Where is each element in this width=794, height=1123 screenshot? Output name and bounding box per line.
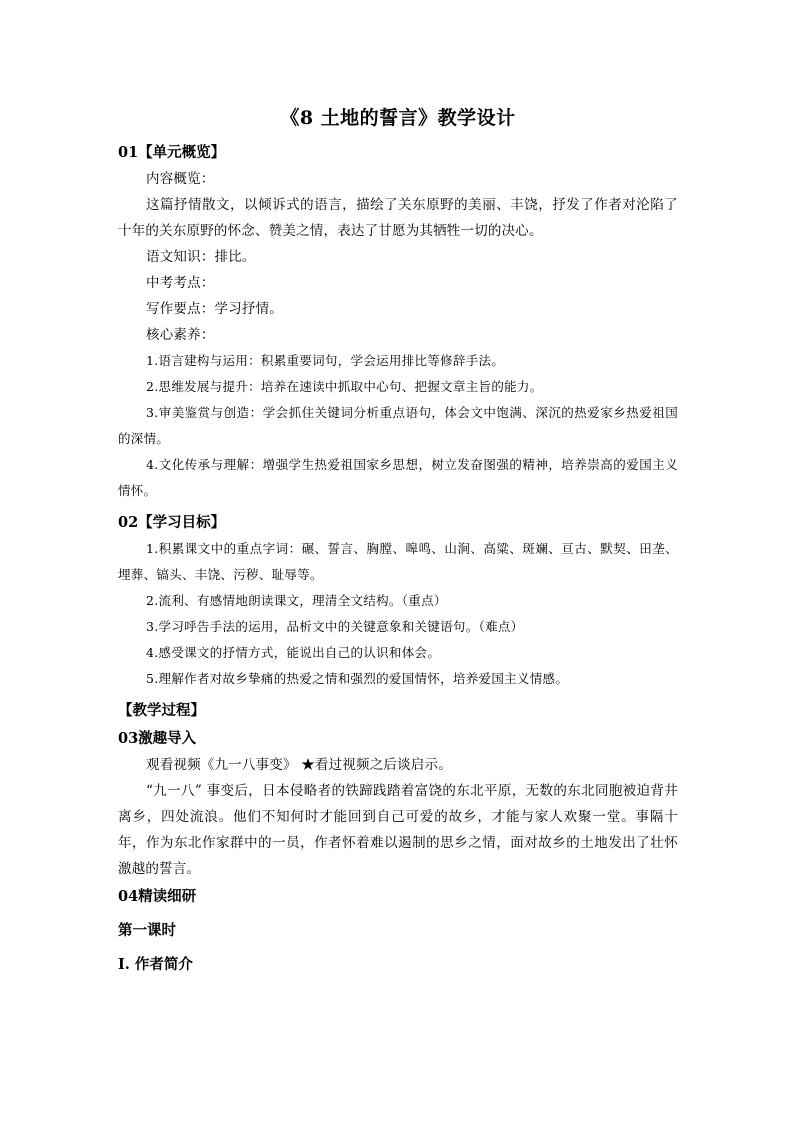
learning-goal-item: 3.学习呼告手法的运用，品析文中的关键意象和关键语句。（难点） [146,619,524,634]
lesson-one-heading: 第一课时 [118,922,176,939]
core-literacy-item: 2.思维发展与提升：培养在速读中抓取中心句、把握文章主旨的能力。 [146,379,543,394]
language-knowledge: 语文知识：排比。 [146,249,256,265]
core-literacy-item: 1.语言建构与运用：积累重要词句，学会运用排比等修辞手法。 [146,353,505,368]
section-heading-teaching-process: 【教学过程】 [118,702,205,719]
learning-goal-item: 1.积累课文中的重点字词：碾、誓言、胸膛、嗥鸣、山涧、高粱、斑斓、亘古、默契、田垄、埋葬、镐头、丰饶、污秽、耻辱等。 [118,541,678,582]
introduction-video-note: 观看视频《九一八事变》 ★看过视频之后谈启示。 [146,757,452,773]
content-text: 这篇抒情散文，以倾诉式的语言，描绘了关东原野的美丽、丰饶，抒发了作者对沦陷了十年的关东原野的怀念、赞美之情，表达了甘愿为其牺牲一切的决心。 [118,197,678,239]
content-label: 内容概览： [146,171,215,187]
author-intro-heading: Ⅰ. 作者简介 [118,956,193,973]
learning-goal-item: 5.理解作者对故乡挚痛的热爱之情和强烈的爱国情怀，培养爱国主义情感。 [146,671,569,686]
section-heading-learning-goals: 02【学习目标】 [118,514,226,531]
document-page [118,104,678,978]
writing-points: 写作要点：学习抒情。 [146,301,283,317]
section-heading-close-reading: 04精读细研 [118,888,197,905]
core-literacy-item: 3.审美鉴赏与创造：学会抓住关键词分析重点语句，体会文中饱满、深沉的热爱家乡热爱祖国的深情。 [118,405,678,446]
section-heading-unit-overview: 01【单元概览】 [118,144,226,161]
exam-points: 中考考点： [146,275,215,291]
core-literacy-item: 4.文化传承与理解：增强学生热爱祖国家乡思想，树立发奋图强的精神，培养崇高的爱国主义情怀。 [118,457,678,498]
section-heading-introduction: 03激趣导入 [118,730,197,747]
core-literacy-label: 核心素养： [146,327,215,343]
learning-goal-item: 2.流利、有感情地朗读课文，理清全文结构。（重点） [146,593,447,608]
learning-goal-item: 4.感受课文的抒情方式，能说出自己的认识和体会。 [146,645,441,660]
introduction-paragraph: “九一八” 事变后，日本侵略者的铁蹄践踏着富饶的东北平原，无数的东北同胞被迫背井离乡，四处流浪。他们不知何时才能回到自己可爱的故乡，才能与家人欢聚一堂。事隔十年，作为东北作家群中的一员，作者怀着难以遏制的思乡之情，面对故乡的土地发出了壮怀激越的誓言。 [118,783,678,877]
document-title: 《8 土地的誓言》教学设计 [280,107,516,129]
